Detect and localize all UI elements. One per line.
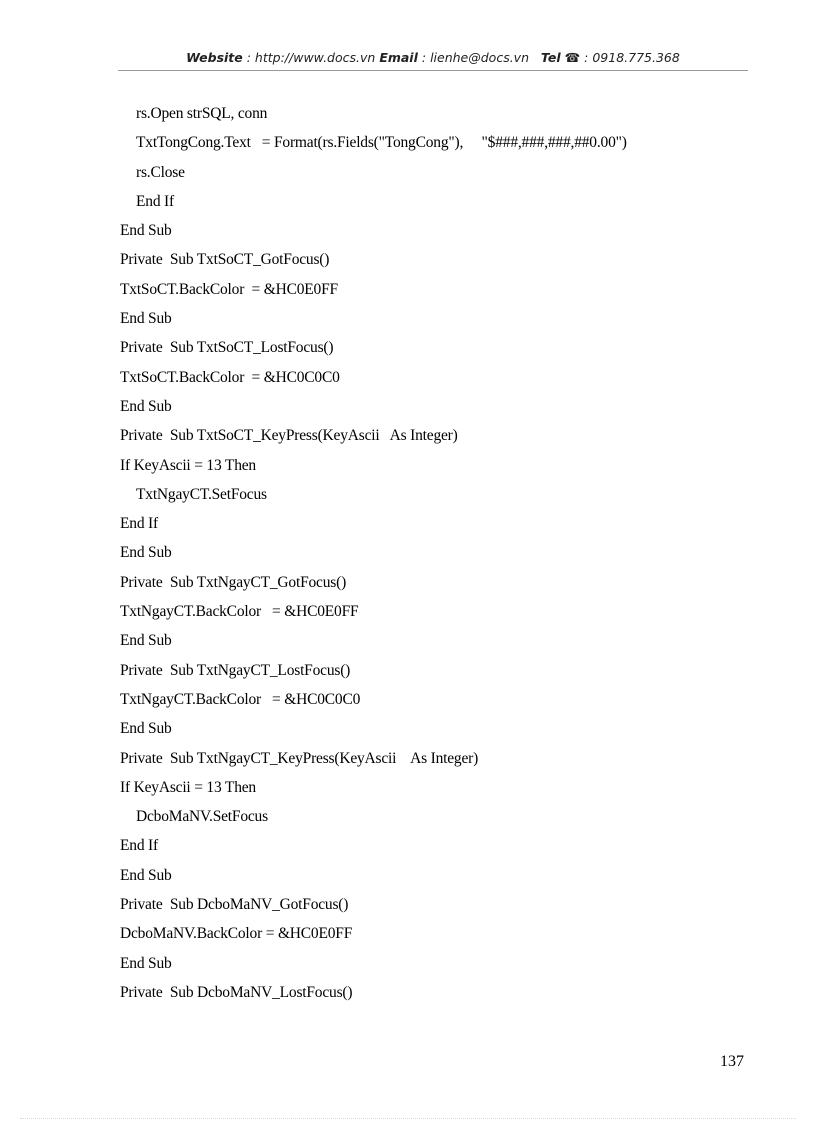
code-line: Private Sub TxtSoCT_GotFocus() (120, 251, 330, 269)
code-line: End Sub (120, 544, 172, 562)
code-line: Private Sub DcboMaNV_GotFocus() (120, 896, 349, 914)
tel-separator: : (580, 50, 593, 65)
website-url[interactable]: http://www.docs.vn (254, 50, 376, 65)
code-line: End Sub (120, 310, 172, 328)
code-line: End Sub (120, 397, 172, 415)
code-line: TxtNgayCT.SetFocus (136, 485, 267, 503)
code-line: Private Sub TxtNgayCT_GotFocus() (120, 573, 347, 591)
email-address[interactable]: lienhe@docs.vn (430, 50, 529, 65)
code-line: TxtNgayCT.BackColor = &HC0C0C0 (120, 690, 361, 708)
code-line: End Sub (120, 720, 172, 738)
code-line: DcboMaNV.SetFocus (136, 808, 268, 826)
code-line: Private Sub TxtSoCT_KeyPress(KeyAscii As Integer) (120, 427, 458, 445)
page-number: 137 (720, 1053, 744, 1070)
code-line: rs.Open strSQL, conn (136, 105, 268, 122)
code-line: TxtSoCT.BackColor = &HC0E0FF (120, 280, 338, 298)
code-line: End If (120, 515, 158, 533)
code-line: End If (120, 837, 158, 855)
code-line: Private Sub TxtNgayCT_LostFocus() (120, 661, 351, 679)
tel-number: 0918.775.368 (592, 50, 680, 65)
footer-divider (20, 1118, 796, 1119)
code-line: rs.Close (136, 163, 185, 181)
code-line: Private Sub DcboMaNV_LostFocus() (120, 983, 353, 1001)
code-line: If KeyAscii = 13 Then (120, 778, 256, 796)
code-line: End Sub (120, 222, 172, 240)
email-separator: : (417, 50, 431, 65)
code-line: End Sub (120, 866, 172, 884)
website-separator: : (242, 50, 255, 65)
header-divider (118, 70, 748, 71)
page-header (118, 50, 748, 65)
code-line: TxtSoCT.BackColor = &HC0C0C0 (120, 368, 340, 386)
code-line: DcboMaNV.BackColor = &HC0E0FF (120, 925, 353, 943)
code-line: End If (136, 192, 174, 210)
code-listing (120, 103, 740, 1011)
code-line: TxtNgayCT.BackColor = &HC0E0FF (120, 603, 359, 621)
code-line: If KeyAscii = 13 Then (120, 456, 256, 474)
telephone-icon: ☎ (564, 50, 581, 65)
code-line: Private Sub TxtSoCT_LostFocus() (120, 339, 334, 357)
tel-label: Tel (540, 50, 561, 65)
code-line: TxtTongCong.Text = Format(rs.Fields("TongCong"), "$###,###,###,##0.00") (136, 134, 627, 152)
code-line: Private Sub TxtNgayCT_KeyPress(KeyAscii As Integer) (120, 749, 479, 767)
email-label: Email (379, 50, 418, 65)
code-line: End Sub (120, 954, 172, 972)
website-label: Website (186, 50, 243, 65)
code-line: End Sub (120, 632, 172, 650)
